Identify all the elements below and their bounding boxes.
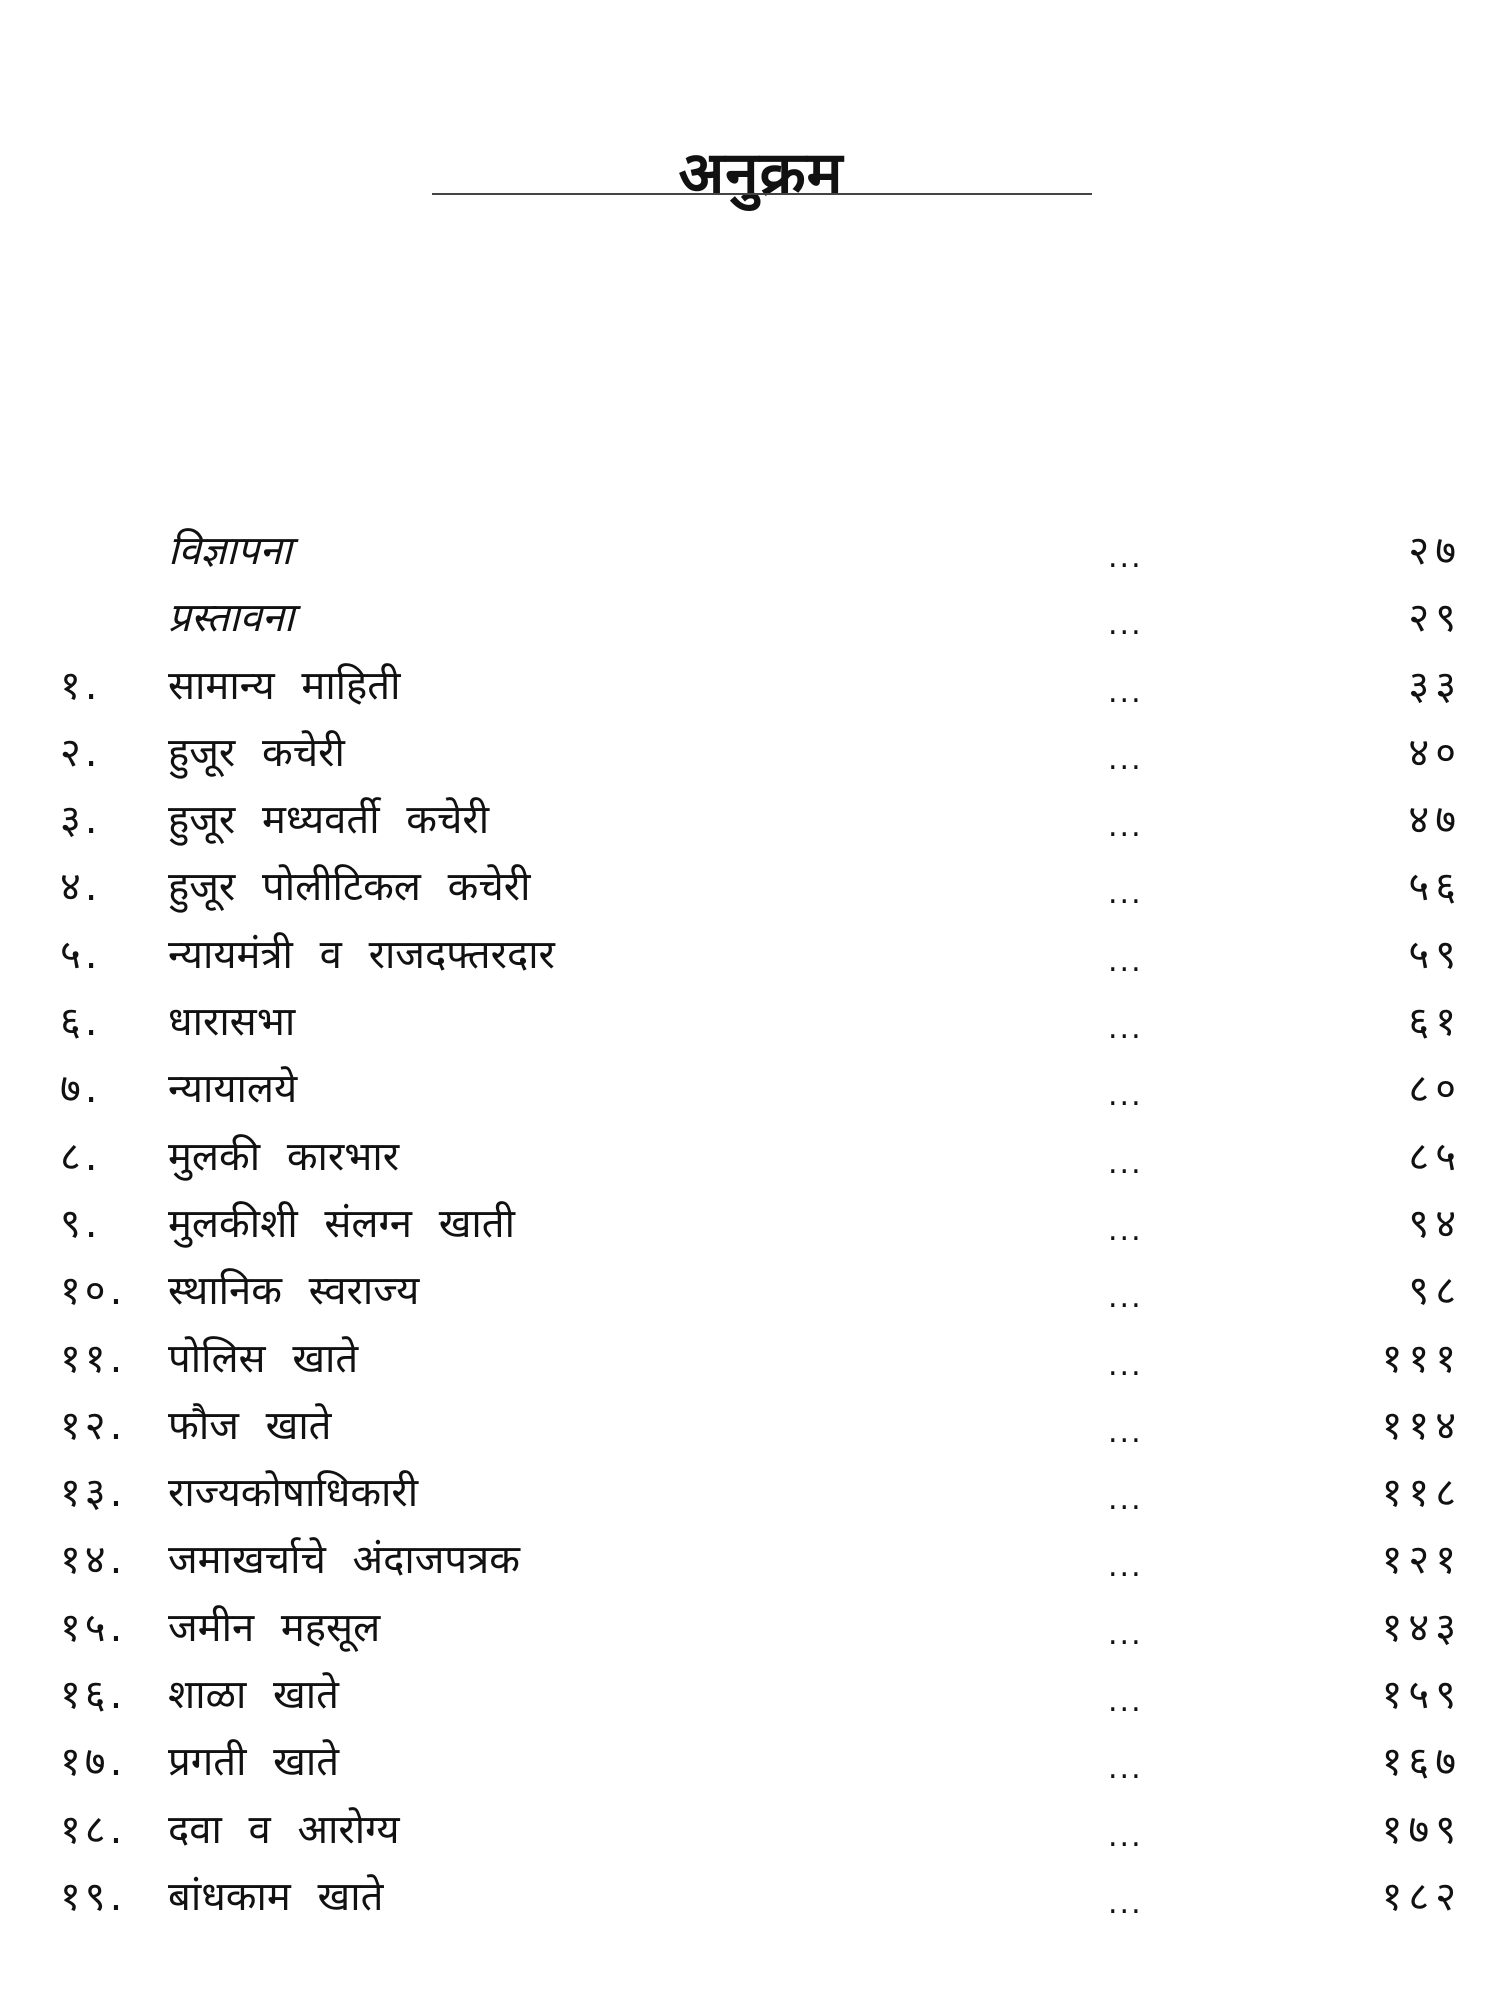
dot-leader: ... (1108, 1280, 1143, 1316)
chapter-title: राज्यकोषाधिकारी (168, 1470, 419, 1517)
chapter-title: धारासभा (168, 999, 296, 1046)
toc-entry (0, 1326, 1500, 1393)
toc-entry (0, 1729, 1500, 1796)
chapter-title: स्थानिक स्वराज्य (168, 1268, 420, 1315)
toc-entry (0, 1460, 1500, 1527)
chapter-number: १५. (60, 1604, 127, 1651)
chapter-number: ६. (60, 999, 102, 1046)
chapter-number: ७. (60, 1066, 102, 1113)
chapter-number: १४. (60, 1537, 127, 1584)
chapter-title: सामान्य माहिती (168, 662, 401, 709)
toc-entry (0, 989, 1500, 1056)
chapter-number: ११. (60, 1335, 127, 1382)
dot-leader: ... (1108, 1549, 1143, 1585)
chapter-title: मुलकीशी संलग्न खाती (168, 1200, 515, 1247)
page-number: ४० (1408, 729, 1462, 776)
dot-leader: ... (1108, 1011, 1143, 1047)
dot-leader: ... (1108, 943, 1143, 979)
dot-leader: ... (1108, 876, 1143, 912)
chapter-number: ८. (60, 1133, 102, 1180)
page-number: १६७ (1381, 1739, 1462, 1786)
dot-leader: ... (1108, 674, 1143, 710)
page-number: ११४ (1381, 1402, 1462, 1449)
toc-entry (0, 854, 1500, 921)
chapter-number: १८. (60, 1806, 127, 1853)
toc-entry (0, 1191, 1500, 1258)
toc-entry (0, 1258, 1500, 1325)
page-number: ६१ (1408, 999, 1462, 1046)
dot-leader: ... (1108, 1684, 1143, 1720)
chapter-number: १९. (60, 1873, 127, 1920)
toc-entry (0, 1864, 1500, 1931)
chapter-number: १२. (60, 1402, 127, 1449)
chapter-title: जमीन महसूल (168, 1604, 381, 1651)
toc-entry (0, 1797, 1500, 1864)
page-number: ११८ (1381, 1470, 1462, 1517)
page-number: ४७ (1408, 797, 1462, 844)
chapter-title: न्यायालये (168, 1066, 298, 1113)
toc-entry (0, 1393, 1500, 1460)
page-number: १७९ (1381, 1806, 1462, 1853)
chapter-number: ४. (60, 864, 102, 911)
dot-leader: ... (1108, 741, 1143, 777)
chapter-number: ९. (60, 1200, 102, 1247)
chapter-title: न्यायमंत्री व राजदफ्तरदार (168, 931, 555, 978)
toc-entry (0, 720, 1500, 787)
page-number: १८२ (1381, 1873, 1462, 1920)
page-title: अनुक्रम (678, 139, 844, 210)
dot-leader: ... (1108, 1751, 1143, 1787)
dot-leader: ... (1108, 1145, 1143, 1181)
page-number: ९८ (1408, 1268, 1462, 1315)
chapter-title: फौज खाते (168, 1402, 332, 1449)
dot-leader: ... (1108, 607, 1143, 643)
page-number: ५९ (1408, 931, 1462, 978)
chapter-number: १०. (60, 1268, 127, 1315)
dot-leader: ... (1108, 540, 1143, 575)
dot-leader: ... (1108, 1818, 1143, 1854)
chapter-number: १३. (60, 1470, 127, 1517)
chapter-number: २. (60, 729, 102, 776)
page-number: १४३ (1381, 1604, 1462, 1651)
dot-leader: ... (1108, 809, 1143, 845)
chapter-number: १६. (60, 1672, 127, 1719)
table-of-contents (0, 518, 1500, 1931)
toc-entry (0, 653, 1500, 720)
chapter-title: बांधकाम खाते (168, 1873, 384, 1920)
page-number: १११ (1381, 1335, 1462, 1382)
chapter-title: हुजूर मध्यवर्ती कचेरी (168, 797, 490, 844)
chapter-title: दवा व आरोग्य (168, 1806, 400, 1853)
page-number: ९४ (1408, 1200, 1462, 1247)
toc-entry (0, 1595, 1500, 1662)
chapter-number: ३. (60, 797, 102, 844)
chapter-title: हुजूर कचेरी (168, 729, 345, 776)
toc-entry (0, 922, 1500, 989)
dot-leader: ... (1108, 1482, 1143, 1518)
page-number: ५६ (1408, 864, 1462, 911)
chapter-title: मुलकी कारभार (168, 1133, 400, 1180)
chapter-title: प्रगती खाते (168, 1739, 340, 1786)
chapter-title: प्रस्तावना (168, 595, 295, 642)
toc-entry (0, 1662, 1500, 1729)
page-number: २७ (1408, 528, 1462, 574)
dot-leader: ... (1108, 1078, 1143, 1114)
chapter-title: शाळा खाते (168, 1672, 339, 1719)
toc-entry (0, 787, 1500, 854)
toc-entry (0, 1056, 1500, 1123)
chapter-number: १७. (60, 1739, 127, 1786)
dot-leader: ... (1108, 1212, 1143, 1248)
chapter-title: पोलिस खाते (168, 1335, 359, 1382)
dot-leader: ... (1108, 1347, 1143, 1383)
toc-entry (0, 518, 1500, 585)
dot-leader: ... (1108, 1885, 1143, 1921)
dot-leader: ... (1108, 1414, 1143, 1450)
page-number: २९ (1408, 595, 1462, 642)
page-number: ८० (1408, 1066, 1462, 1113)
page-number: ८५ (1408, 1133, 1462, 1180)
toc-entry (0, 585, 1500, 652)
chapter-title: विज्ञापना (168, 528, 292, 574)
toc-entry (0, 1124, 1500, 1191)
title-underline (432, 193, 1092, 195)
chapter-title: हुजूर पोलीटिकल कचेरी (168, 864, 531, 911)
page-number: ३३ (1408, 662, 1462, 709)
chapter-number: १. (60, 662, 102, 709)
chapter-number: ५. (60, 931, 102, 978)
toc-entry (0, 1527, 1500, 1594)
dot-leader: ... (1108, 1616, 1143, 1652)
page-number: १५९ (1381, 1672, 1462, 1719)
chapter-title: जमाखर्चाचे अंदाजपत्रक (168, 1537, 520, 1584)
page-number: १२१ (1381, 1537, 1462, 1584)
